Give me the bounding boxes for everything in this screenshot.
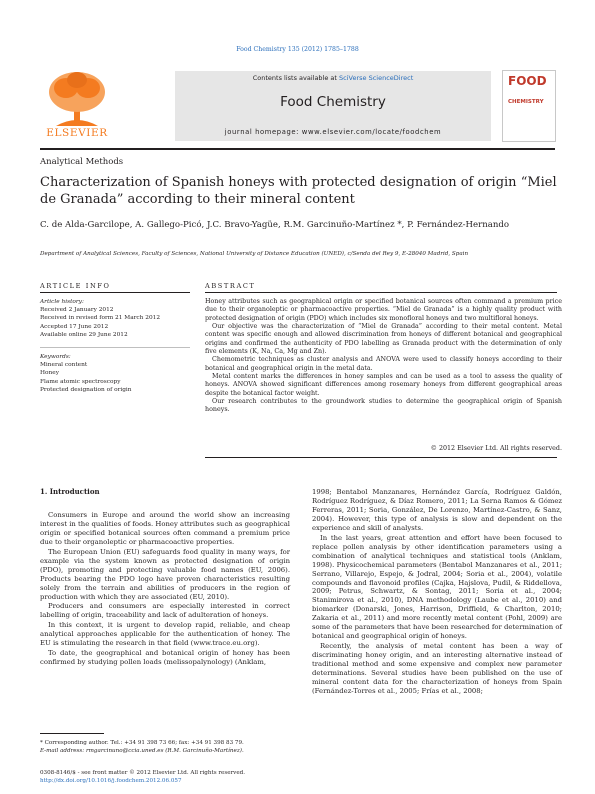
journal-title: Food Chemistry (280, 94, 386, 110)
history-received: Received 2 January 2012 (40, 307, 114, 314)
journal-homepage[interactable]: journal homepage: www.elsevier.com/locate/foodchem (224, 128, 442, 136)
body-paragraph: 1998; Bentabol Manzanares, Hernández García, Rodríguez Galdón, Rodríguez Rodríguez, & Díaz Romero, 2011; La Serna Ramos & Gómez Ferreras, 2011; Soria, González, De Lorenzo, Martínez-Castro, & Sanz, 2004). However, this type of analysis is slow and dependent on the experience and skill of analysts. (312, 488, 562, 532)
cover-food-word: FOOD (508, 74, 547, 88)
body-paragraph: Recently, the analysis of metal content has been a way of discriminating honey origin, and an interesting alternative instead of traditional method and some expensive and complex new parameter determinations. Several studies have been published on the use of mineral content data for the characterization of honeys from Spain (Fernández-Torres et al., 2005; Frías et al., 2008; (312, 642, 562, 695)
body-right-column (312, 488, 562, 697)
abstract-paragraph: Chemometric techniques as cluster analysis and ANOVA were used to classify honeys according to their botanical and geographical origin in the metal data. (205, 356, 562, 372)
keyword-item: Flame atomic spectroscopy (40, 378, 121, 385)
footnotes (40, 740, 300, 755)
keyword-item: Mineral content (40, 362, 88, 369)
issn-block (40, 770, 340, 785)
history-label: Article history: (40, 299, 84, 305)
keywords (40, 353, 190, 394)
copyright-notice: © 2012 Elsevier Ltd. All rights reserved. (430, 445, 562, 452)
body-paragraph: In this context, it is urgent to develop rapid, reliable, and cheap analytical approaches applicable for the authentication of honey. The EU is stimulating the research in that field (www.trace.eu.org). (40, 621, 290, 648)
history-accepted: Accepted 17 June 2012 (40, 323, 109, 330)
body-paragraph: To date, the geographical and botanical origin of honey has been confirmed by studying pollen loads (melissopalynology) (Anklam, (40, 649, 290, 667)
contents-prefix: Contents lists available at (252, 74, 340, 82)
affiliation: Department of Analytical Sciences, Faculty of Sciences, National University of Distance Education (UNED), c/Senda del Rey 9, E-28040 Madrid, Spain (40, 251, 469, 257)
cover-chemistry-word: CHEMISTRY (508, 99, 544, 105)
history-online: Available online 29 June 2012 (40, 331, 128, 338)
history-revised: Received in revised form 21 March 2012 (40, 315, 161, 322)
introduction-heading: 1. Introduction (40, 487, 100, 496)
body-paragraph: In the last years, great attention and effort have been focused to replace pollen analysis by other identification parameters using a combination of analytical techniques and statistical tools (Anklam, 1998). Physicochemical parameters (Bentabol Manzanares et al., 2011; Serrano, Villarejo, Espejo, & Jodral, 2004; Soria et al., 2004), volatile compounds and flavonoid profiles (Cajka, Hajslova, Pudil, & Riddellova, 2009; Petrus, Schwartz, & Sontag, 2011; Soria et al., 2004; Stanimirova et al., 2010), DNA methodology (Laube et al., 2010) and biomarker (Donarski, Jones, Harrison, Driffield, & Charlton, 2010; Zakaria et al., 2011) and more recently metal content (Pohl, 2009) are some of the parameters that have been researched for determination of botanical and geographical origin of honeys. (312, 533, 562, 641)
body-paragraph: Producers and consumers are especially interested in correct labelling of origin, traceability and lack of adulteration of honeys. (40, 602, 290, 620)
body-paragraph: Consumers in Europe and around the world show an increasing interest in the qualities of foods. Honey attributes such as geographical origin or specified botanical sources often command a premium price due to their organoleptic or pharmacoactive properties. (40, 510, 290, 546)
keywords-divider (40, 347, 190, 348)
abstract-body (205, 298, 562, 415)
article-info-heading: ARTICLE INFO (40, 282, 111, 290)
doi-link[interactable]: http://dx.doi.org/10.1016/j.foodchem.2012.06.057 (40, 777, 182, 784)
body-paragraph: The European Union (EU) safeguards food quality in many ways, for example via the system known as protected designation of origin (PDO), promoting and protecting valuable food names (EU, 2006). Products bearing the PDO logo have proven characteristics resulting solely from the terrain and abilities of producers in the region of production with which they are associated (EU, 2010). (40, 547, 290, 601)
email-note[interactable]: E-mail address: rmgarcinuno@ccia.uned.es (R.M. Garcinuño-Martínez). (40, 747, 244, 754)
body-left-column (40, 488, 290, 668)
abstract-paragraph: Our research contributes to the groundwork studies to determine the geographical origin of Spanish honeys. (205, 398, 562, 414)
journal-cover-image (502, 70, 556, 142)
section-label: Analytical Methods (40, 157, 124, 167)
abstract-rule (205, 292, 557, 293)
abstract-paragraph: Our objective was the characterization of “Miel de Granada” according to their metal content. Metal content was specific enough and allowed discrimination from honeys of different botanical and geographical origins and confirmed the authenticity of PDO labelling as Granada product with the determination of only five elements (K, Na, Ca, Mg and Zn). (205, 323, 562, 356)
abstract-paragraph: Metal content marks the differences in honey samples and can be used as a tool to assess the quality of honeys. ANOVA showed significant differences among rosemary honeys from different geographical areas despite the botanical factor weight. (205, 373, 562, 397)
sciencedirect-link[interactable]: SciVerse ScienceDirect (339, 74, 414, 82)
paper-title: Characterization of Spanish honeys with protected designation of origin “Miel de Granada” according to their mineral content (40, 175, 557, 207)
elsevier-wordmark: ELSEVIER (46, 127, 108, 139)
contents-line (175, 74, 491, 82)
article-info-rule (40, 292, 190, 293)
abstract-heading: ABSTRACT (205, 282, 256, 290)
issn-line: 0308-8146/$ - see front matter © 2012 Elsevier Ltd. All rights reserved. (40, 770, 246, 776)
footnote-divider (40, 733, 104, 734)
author-list: C. de Alda-Garcilope, A. Gallego-Picó, J.C. Bravo-Yagüe, R.M. Garcinuño-Martínez *, P. Fernández-Hernando (40, 220, 510, 230)
header-divider (40, 148, 555, 150)
keyword-item: Protected designation of origin (40, 386, 132, 393)
journal-reference[interactable]: Food Chemistry 135 (2012) 1785–1788 (236, 46, 359, 53)
corresponding-author-note: * Corresponding author. Tel.: +34 91 398 73 66; fax: +34 91 398 83 79. (40, 740, 244, 746)
article-history (40, 298, 190, 339)
abstract-paragraph: Honey attributes such as geographical origin or specified botanical sources often command a premium price due to their organoleptic or pharmacoactive properties. “Miel de Granada” is a highly quality product with protected designation of origin (PDO) which includes six monofloral honeys and two multifloral honeys. (205, 298, 562, 322)
keywords-label: Keywords: (40, 354, 71, 360)
abstract-bottom-rule (205, 457, 557, 458)
keyword-item: Honey (40, 370, 59, 377)
